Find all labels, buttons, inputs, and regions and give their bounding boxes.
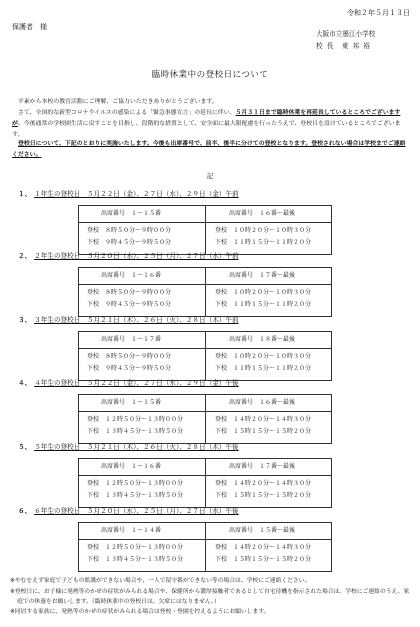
first-half-dismissal: 下校 ９時４５分～９時５０分 bbox=[87, 301, 172, 308]
grade-schedule-dates: ５年生の登校日 ５月２１日（木）、２６日（火）、２８日（木）午後 bbox=[34, 443, 239, 451]
second-half-range: 出席番号 １７番～最後 bbox=[229, 463, 296, 470]
first-half-range: 出席番号 １～１６番 bbox=[101, 463, 162, 470]
second-half-arrival: 登校 １０時２０分～１０時３０分 bbox=[215, 227, 312, 234]
second-half-range: 出席番号 １６番～最後 bbox=[229, 210, 296, 217]
intro-paragraph-1: 平素から本校の教育活動にご理解、ご協力いただきありがとうございます。 bbox=[18, 99, 218, 105]
second-half-arrival: 登校 １４時２０分～１４時３０分 bbox=[215, 416, 312, 423]
grade-schedule-dates: ２年生の登校日 ５月２０日（水）、２５日（月）、２７日（水）午前 bbox=[34, 252, 239, 260]
grade-number: ３、 bbox=[18, 316, 32, 324]
first-half-range: 出席番号 １～１６番 bbox=[101, 272, 162, 279]
grade-number: ２、 bbox=[18, 252, 32, 260]
page-title: 臨時休業中の登校日について bbox=[151, 70, 269, 80]
grade-4-heading bbox=[18, 380, 239, 387]
table-divider bbox=[79, 222, 331, 223]
first-half-arrival: 登校 １２時５０分～１３時００分 bbox=[87, 480, 184, 487]
grade-number: ４、 bbox=[18, 379, 32, 387]
second-half-range: 出席番号 １７番～最後 bbox=[229, 272, 296, 279]
first-half-arrival: 登校 ８時５０分～９時００分 bbox=[87, 353, 172, 360]
grade-2-time-table bbox=[78, 267, 332, 317]
attendance-instructions: 登校日について、下記のとおりに実施いたします。今後も出席番号で、前半、後半に分けての登校となります。登校されない場合は学校までご連絡ください。 bbox=[12, 141, 406, 158]
first-half-dismissal: 下校 １３時４５分～１３時５０分 bbox=[87, 492, 184, 499]
first-half-range: 出席番号 １～１７番 bbox=[101, 336, 162, 343]
first-half-arrival: 登校 １２時５０分～１３時００分 bbox=[87, 544, 184, 551]
grade-5-time-table bbox=[78, 458, 332, 508]
intro-paragraph-2 bbox=[12, 108, 410, 141]
second-half-range: 出席番号 １８番～最後 bbox=[229, 336, 296, 343]
second-half-range: 出席番号 １６番～最後 bbox=[229, 399, 296, 406]
grade-number: ５、 bbox=[18, 443, 32, 451]
principal-name: 校 長 東 邦 裕 bbox=[316, 42, 371, 50]
first-half-arrival: 登校 １２時５０分～１３時００分 bbox=[87, 416, 184, 423]
grade-3-time-table bbox=[78, 331, 332, 381]
intro-paragraph-2-tail: 、今後通常の学校園生活に戻すことを目指し、段階的な措置として、安全面に最大限配慮を行ったうえで、登校日を設けているところでございます。 bbox=[12, 121, 401, 138]
second-half-dismissal: 下校 １５時１５分～１５時２０分 bbox=[215, 492, 312, 499]
addressee: 保護者 様 bbox=[12, 23, 47, 31]
school-name: 大阪市立墨江小学校 bbox=[316, 30, 376, 38]
table-divider bbox=[79, 539, 331, 540]
grade-schedule-dates: ６年生の登校日 ５月２０日（水）、２５日（月）、２７日（水）午後 bbox=[34, 507, 239, 515]
table-divider bbox=[205, 395, 206, 443]
second-half-range: 出席番号 １５番～最後 bbox=[229, 527, 296, 534]
first-half-arrival: 登校 ８時５０分～９時００分 bbox=[87, 289, 172, 296]
note-2: ※登校日に、お子様に発熱等のかぜの症状がみられる場合や、保健所から濃厚接触者であるとして自宅待機を指示された場合は、学校にご連絡のうえ、家庭での休養をお願いします。（臨時休業中の登校日は、欠席にはなりません。） bbox=[10, 589, 410, 605]
second-half-dismissal: 下校 １１時１５分～１１時２０分 bbox=[215, 301, 312, 308]
second-half-arrival: 登校 １４時２０分～１４時３０分 bbox=[215, 480, 312, 487]
second-half-dismissal: 下校 １１時１５分～１１時２０分 bbox=[215, 239, 312, 246]
table-divider bbox=[79, 348, 331, 349]
table-divider bbox=[205, 523, 206, 571]
intro-paragraph-2-lead: さて、全国的な新型コロナウイルスの感染による「緊急事態宣言」の延長に伴い、 bbox=[18, 110, 236, 116]
grade-6-heading bbox=[18, 508, 239, 515]
table-divider bbox=[79, 475, 331, 476]
first-half-dismissal: 下校 ９時４５分～９時５０分 bbox=[87, 239, 172, 246]
first-half-range: 出席番号 １～１４番 bbox=[101, 527, 162, 534]
second-half-arrival: 登校 １０時２０分～１０時３０分 bbox=[215, 353, 312, 360]
grade-1-heading bbox=[18, 191, 239, 198]
grade-6-time-table bbox=[78, 522, 332, 572]
extension-notice: ５月３１日まで臨時休業を再延長しているところでございますが bbox=[12, 110, 401, 127]
issue-date: 令和２年５月１３日 bbox=[347, 9, 410, 17]
table-divider bbox=[205, 206, 206, 254]
second-half-dismissal: 下校 １１時１５分～１１時２０分 bbox=[215, 365, 312, 372]
grade-4-time-table bbox=[78, 394, 332, 444]
grade-schedule-dates: １年生の登校日 ５月２２日（金）、２７日（水）、２９日（金）午前 bbox=[34, 190, 239, 198]
first-half-arrival: 登校 ８時５０分～９時００分 bbox=[87, 227, 172, 234]
first-half-dismissal: 下校 ９時４５分～９時５０分 bbox=[87, 365, 172, 372]
grade-schedule-dates: ４年生の登校日 ５月２２日（金）、２７日（水）、２９日（金）午後 bbox=[34, 379, 239, 387]
grade-schedule-dates: ３年生の登校日 ５月２１日（木）、２６日（火）、２８日（木）午前 bbox=[34, 316, 239, 324]
grade-number: ６、 bbox=[18, 507, 32, 515]
second-half-arrival: 登校 １０時２０分～１０時３０分 bbox=[215, 289, 312, 296]
first-half-dismissal: 下校 １３時４５分～１３時５０分 bbox=[87, 428, 184, 435]
table-divider bbox=[79, 284, 331, 285]
table-divider bbox=[205, 459, 206, 507]
grade-3-heading bbox=[18, 317, 239, 324]
ki-heading: 記 bbox=[206, 172, 214, 180]
grade-1-time-table bbox=[78, 205, 332, 255]
first-half-range: 出席番号 １～１５番 bbox=[101, 210, 162, 217]
first-half-range: 出席番号 １～１５番 bbox=[101, 399, 162, 406]
first-half-dismissal: 下校 １３時４５分～１３時５０分 bbox=[87, 556, 184, 563]
table-divider bbox=[205, 332, 206, 380]
second-half-dismissal: 下校 １５時１５分～１５時２０分 bbox=[215, 428, 312, 435]
note-1: ※やむをえず家庭で子どもの監護ができない場合や、一人で留守番ができない等の場合は、学校にご連絡ください。 bbox=[10, 578, 311, 584]
second-half-dismissal: 下校 １５時１５分～１５時２０分 bbox=[215, 556, 312, 563]
second-half-arrival: 登校 １４時２０分～１４時３０分 bbox=[215, 544, 312, 551]
table-divider bbox=[205, 268, 206, 316]
grade-2-heading bbox=[18, 253, 239, 260]
grade-number: １、 bbox=[18, 190, 32, 198]
grade-5-heading bbox=[18, 444, 239, 451]
note-3: ※同居する家族に、発熱等のかぜの症状がみられる場合は登校・登園を控えるようにお願いします。 bbox=[10, 609, 270, 615]
table-divider bbox=[79, 411, 331, 412]
